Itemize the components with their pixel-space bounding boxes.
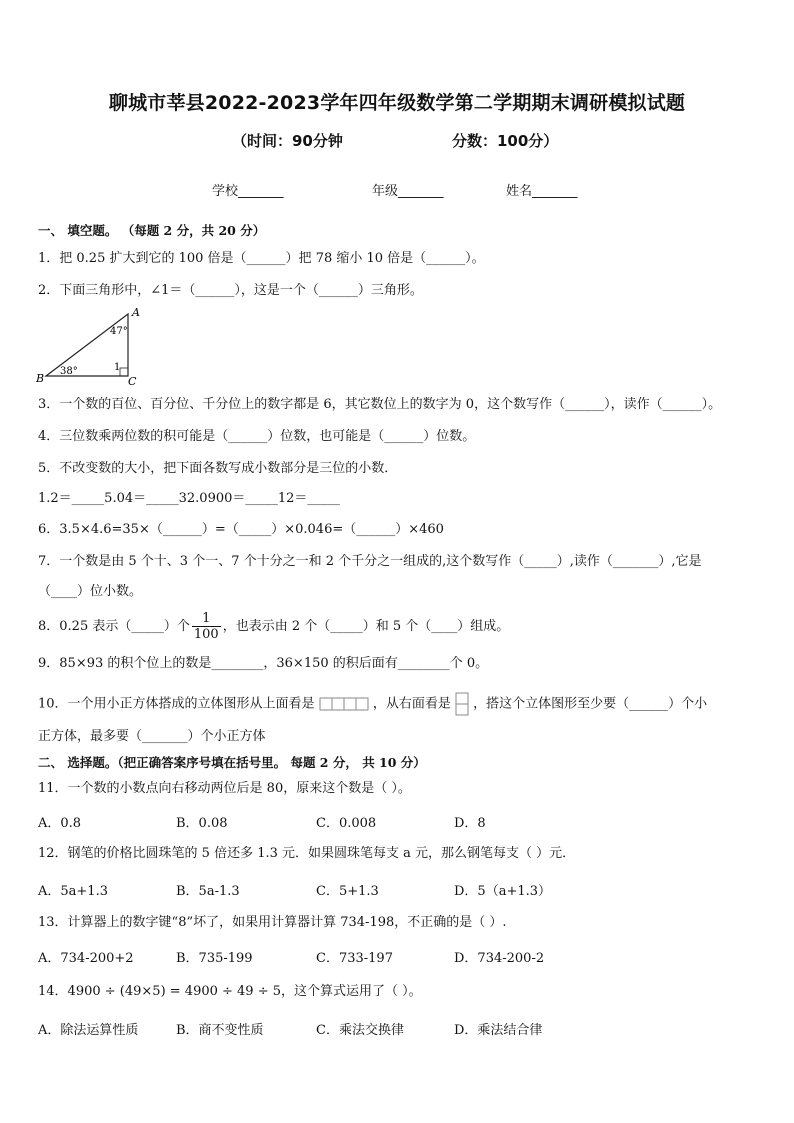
vertex-b-label: B <box>36 372 45 385</box>
q11-option-c[interactable]: C．0.008 <box>316 816 377 831</box>
page-title: 聊城市莘县2022-2023学年四年级数学第二学期期末调研模拟试题 <box>108 92 686 114</box>
question-9: 9．85×93 的积个位上的数是________，36×150 的积后面有________个 0。 <box>38 656 489 671</box>
q14-option-d[interactable]: D．乘法结合律 <box>454 1023 543 1038</box>
section-1-heading: 一、 填空题。 （每题 2 分，共 20 分） <box>38 223 266 238</box>
exam-score: 分数：100分） <box>452 132 559 150</box>
triangle-figure <box>36 306 156 386</box>
q13-option-d[interactable]: D．734-200-2 <box>454 951 545 966</box>
q11-option-a[interactable]: A．0.8 <box>38 816 82 831</box>
q14-option-b[interactable]: B．商不变性质 <box>176 1023 264 1038</box>
question-2: 2．下面三角形中，∠1＝（______），这是一个（______）三角形。 <box>38 283 423 298</box>
question-6: 6．3.5×4.6=35×（______）=（_____）×0.046=（______）×460 <box>38 522 444 537</box>
vertex-a-label: A <box>132 306 140 319</box>
angle-1-label: 1 <box>114 362 121 373</box>
question-5: 5．不改变数的大小，把下面各数写成小数部分是三位的小数． <box>38 461 398 476</box>
question-10-text-a: 10．一个用小正方体搭成的立体图形从上面看是 <box>38 696 315 712</box>
question-8-text-b: ，也表示由 2 个（_____）和 5 个（____）组成。 <box>222 619 510 634</box>
q13-option-b[interactable]: B．735-199 <box>176 951 253 966</box>
q14-option-a[interactable]: A．除法运算性质 <box>38 1023 139 1038</box>
q12-option-d[interactable]: D．5（a+1.3） <box>454 884 552 899</box>
question-4: 4．三位数乘两位数的积可能是（______）位数，也可能是（______）位数。 <box>38 429 476 444</box>
q11-option-d[interactable]: D．8 <box>454 816 486 831</box>
question-8-text-a: 8．0.25 表示（_____）个 <box>38 619 190 634</box>
question-14-expression: 4900 ÷ (49×5) = 4900 ÷ 49 ÷ 5 <box>67 984 282 999</box>
name-field[interactable]: 姓名_______ <box>506 184 578 199</box>
question-10-cont: 正方体，最多要（_______）个小正方体 <box>38 729 266 744</box>
question-14-number: 14． <box>38 984 68 999</box>
fraction-one-hundredth <box>192 611 221 642</box>
question-11: 11．一个数的小数点向右移动两位后是 80，原来这个数是（ ）。 <box>38 781 411 796</box>
question-1: 1．把 0.25 扩大到它的 100 倍是（______）把 78 缩小 10 倍是（______）。 <box>38 251 485 266</box>
question-8 <box>38 609 509 645</box>
question-7-cont: （____）位小数。 <box>38 584 143 599</box>
q12-option-b[interactable]: B．5a-1.3 <box>176 884 240 899</box>
question-10-text-c: ，搭这个立体图形至少要（______）个小 <box>473 696 708 712</box>
question-5-items: 1.2＝_____5.04＝_____32.0900＝_____12＝_____ <box>38 491 340 506</box>
angle-a-label: 47° <box>110 326 128 337</box>
question-10 <box>38 692 707 716</box>
question-3: 3．一个数的百位、百分位、千分位上的数字都是 6，其它数位上的数字为 0，这个数写作（______），读作（______）。 <box>38 397 722 412</box>
vertex-c-label: C <box>128 375 137 386</box>
fraction-denominator: 100 <box>193 627 219 642</box>
school-field[interactable]: 学校_______ <box>212 184 284 199</box>
right-view-cubes-icon <box>455 692 469 716</box>
question-14-text: ，这个算式运用了（ ）。 <box>281 984 422 999</box>
section-2-heading: 二、 选择题。（把正确答案序号填在括号里。 每题 2 分， 共 10 分） <box>38 755 426 770</box>
right-angle-mark <box>120 368 128 376</box>
exam-time: （时间：90分钟 <box>232 132 343 150</box>
q12-option-c[interactable]: C．5+1.3 <box>316 884 379 899</box>
top-view-cubes-icon <box>319 697 369 711</box>
angle-b-label: 38° <box>60 366 78 377</box>
q13-option-a[interactable]: A．734-200+2 <box>38 951 134 966</box>
question-12: 12．钢笔的价格比圆珠笔的 5 倍还多 1.3 元．如果圆珠笔每支 a 元，那么钢笔每支（ ）元． <box>38 846 576 861</box>
q12-option-a[interactable]: A．5a+1.3 <box>38 884 108 899</box>
q11-option-b[interactable]: B．0.08 <box>176 816 228 831</box>
q14-option-c[interactable]: C．乘法交换律 <box>316 1023 404 1038</box>
question-7: 7．一个数是由 5 个十、3 个一、7 个十分之一和 2 个千分之一组成的,这个数写作（_____）,读作（_______）,它是 <box>38 554 702 569</box>
question-10-text-b: ，从右面看是 <box>372 696 451 712</box>
grade-field[interactable]: 年级_______ <box>372 184 444 199</box>
fraction-numerator: 1 <box>192 611 221 627</box>
q13-option-c[interactable]: C．733-197 <box>316 951 393 966</box>
question-13: 13．计算器上的数字键“8”坏了，如果用计算器计算 734-198，不正确的是（ ）. <box>38 915 507 930</box>
question-14 <box>38 983 422 1001</box>
